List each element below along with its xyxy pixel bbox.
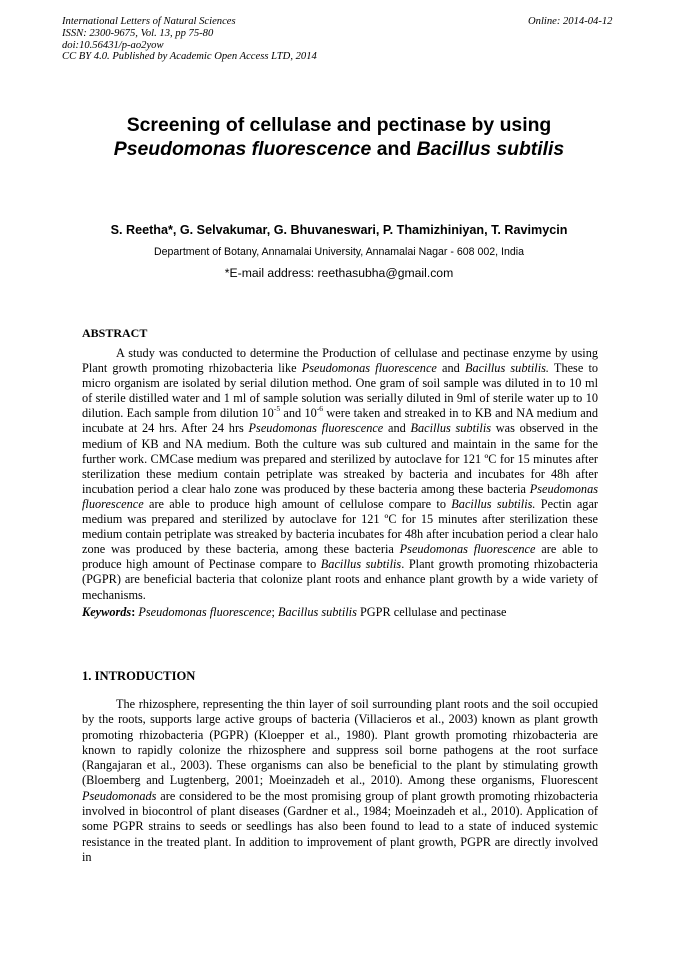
license-line: CC BY 4.0. Published by Academic Open Access LTD, 2014 <box>62 51 317 63</box>
keywords-label: Keywords <box>82 605 132 619</box>
abstract-paragraph: A study was conducted to determine the Production of cellulase and pectinase enzyme by using Plant growth promoting rhizobacteria like Pseudomonas fluorescence and Bacillus subtilis. These to micro organism are isolated by serial dilution method. One gram of soil sample was diluted in to 10 ml of sterile distilled water and 1 ml of sample solution was serially diluted in 9ml of sterile water up to 10 dilution. Each sample from dilution $10^{-5}$ and $10^{-6}$ were taken and streaked in to KB and NA medium and incubate at 24 hrs. After 24 hrs Pseudomonas fluorescence and Bacillus subtilis was observed in the medium of KB and NA medium. Both the culture was sub cultured and maintain in the same for the further work. CMCase medium was prepared and sterilized by autoclave for 121 ºC for 15 minutes after sterilization these medium contain petriplate was streaked by bacteria and incubates for 48h after incubation period a clear halo zone was produced by these bacteria among these bacteria Pseudomonas fluorescence are able to produce high amount of cellulose compare to Bacillus subtilis. Pectin agar medium was prepared and sterilized by autoclave for 121 ºC for 15 minutes after sterilization these medium contain petriplate was streaked by bacteria incubates for 48h after incubation period a clear halo zone was produced by these bacteria, among these bacteria Pseudomonas fluorescence are able to produce high amount of Pectinase compare to Bacillus subtilis. Plant growth promoting rhizobacteria (PGPR) are beneficial bacteria that colonize plant roots and enhance plant growth by a wide variety of mechanisms. <box>82 346 599 602</box>
abstract-body <box>82 346 598 603</box>
journal-name: International Letters of Natural Sciences <box>62 16 236 27</box>
author-list: S. Reetha*, G. Selvakumar, G. Bhuvaneswari, P. Thamizhiniyan, T. Ravimycin <box>110 223 568 237</box>
corresponding-email: *E-mail address: reethasubha@gmail.com <box>224 266 454 280</box>
title-line-1: Screening of cellulase and pectinase by using <box>126 114 552 136</box>
doi-line: doi:10.56431/p-ao2yow <box>62 39 164 51</box>
introduction-paragraph: The rhizosphere, representing the thin layer of soil surrounding plant roots and the soil occupied by the roots, supports large active groups of bacteria (Villacieros et al., 2003) known as plant growth promoting rhizobacteria (PGPR) (Kloepper et al., 1980). Plant growth promoting rhizobacteria are known to rapidly colonize the rhizosphere and suppress soil borne pathogens at the root surface (Rangajaran et al., 2003). These organisms can also be beneficial to the plant by stimulating growth (Bloemberg and Lugtenberg, 2001; Moeinzadeh et al., 2010). Among these organisms, Fluorescent Pseudomonads are considered to be the most promising group of plant growth promoting rhizobacteria involved in biocontrol of plant diseases (Gardner et al., 1984; Moeinzadeh et al., 2010). Application of some PGPR strains to seeds or seedlings has also been found to lead to a state of induced systemic resistance in the treated plant. In addition to improvement of plant growth, PGPR are directly involved in <box>82 697 598 864</box>
title-organism-2: Bacillus subtilis <box>416 138 565 160</box>
title-line-2 <box>0 137 678 161</box>
keywords-line: Keywords: Pseudomonas fluorescence; Bacillus subtilis PGPR cellulase and pectinase <box>82 605 507 619</box>
title-organism-1: Pseudomonas fluorescence <box>113 138 372 160</box>
online-date: Online: 2014-04-12 <box>528 16 613 27</box>
introduction-body <box>82 697 598 865</box>
introduction-heading: 1. INTRODUCTION <box>82 669 196 683</box>
paper-title <box>0 113 678 161</box>
affiliation: Department of Botany, Annamalai University, Annamalai Nagar - 608 002, India <box>153 246 524 258</box>
journal-header <box>62 16 317 63</box>
abstract-heading: ABSTRACT <box>82 326 148 340</box>
issn-line: ISSN: 2300-9675, Vol. 13, pp 75-80 <box>62 27 214 39</box>
title-conjunction: and <box>371 138 417 160</box>
